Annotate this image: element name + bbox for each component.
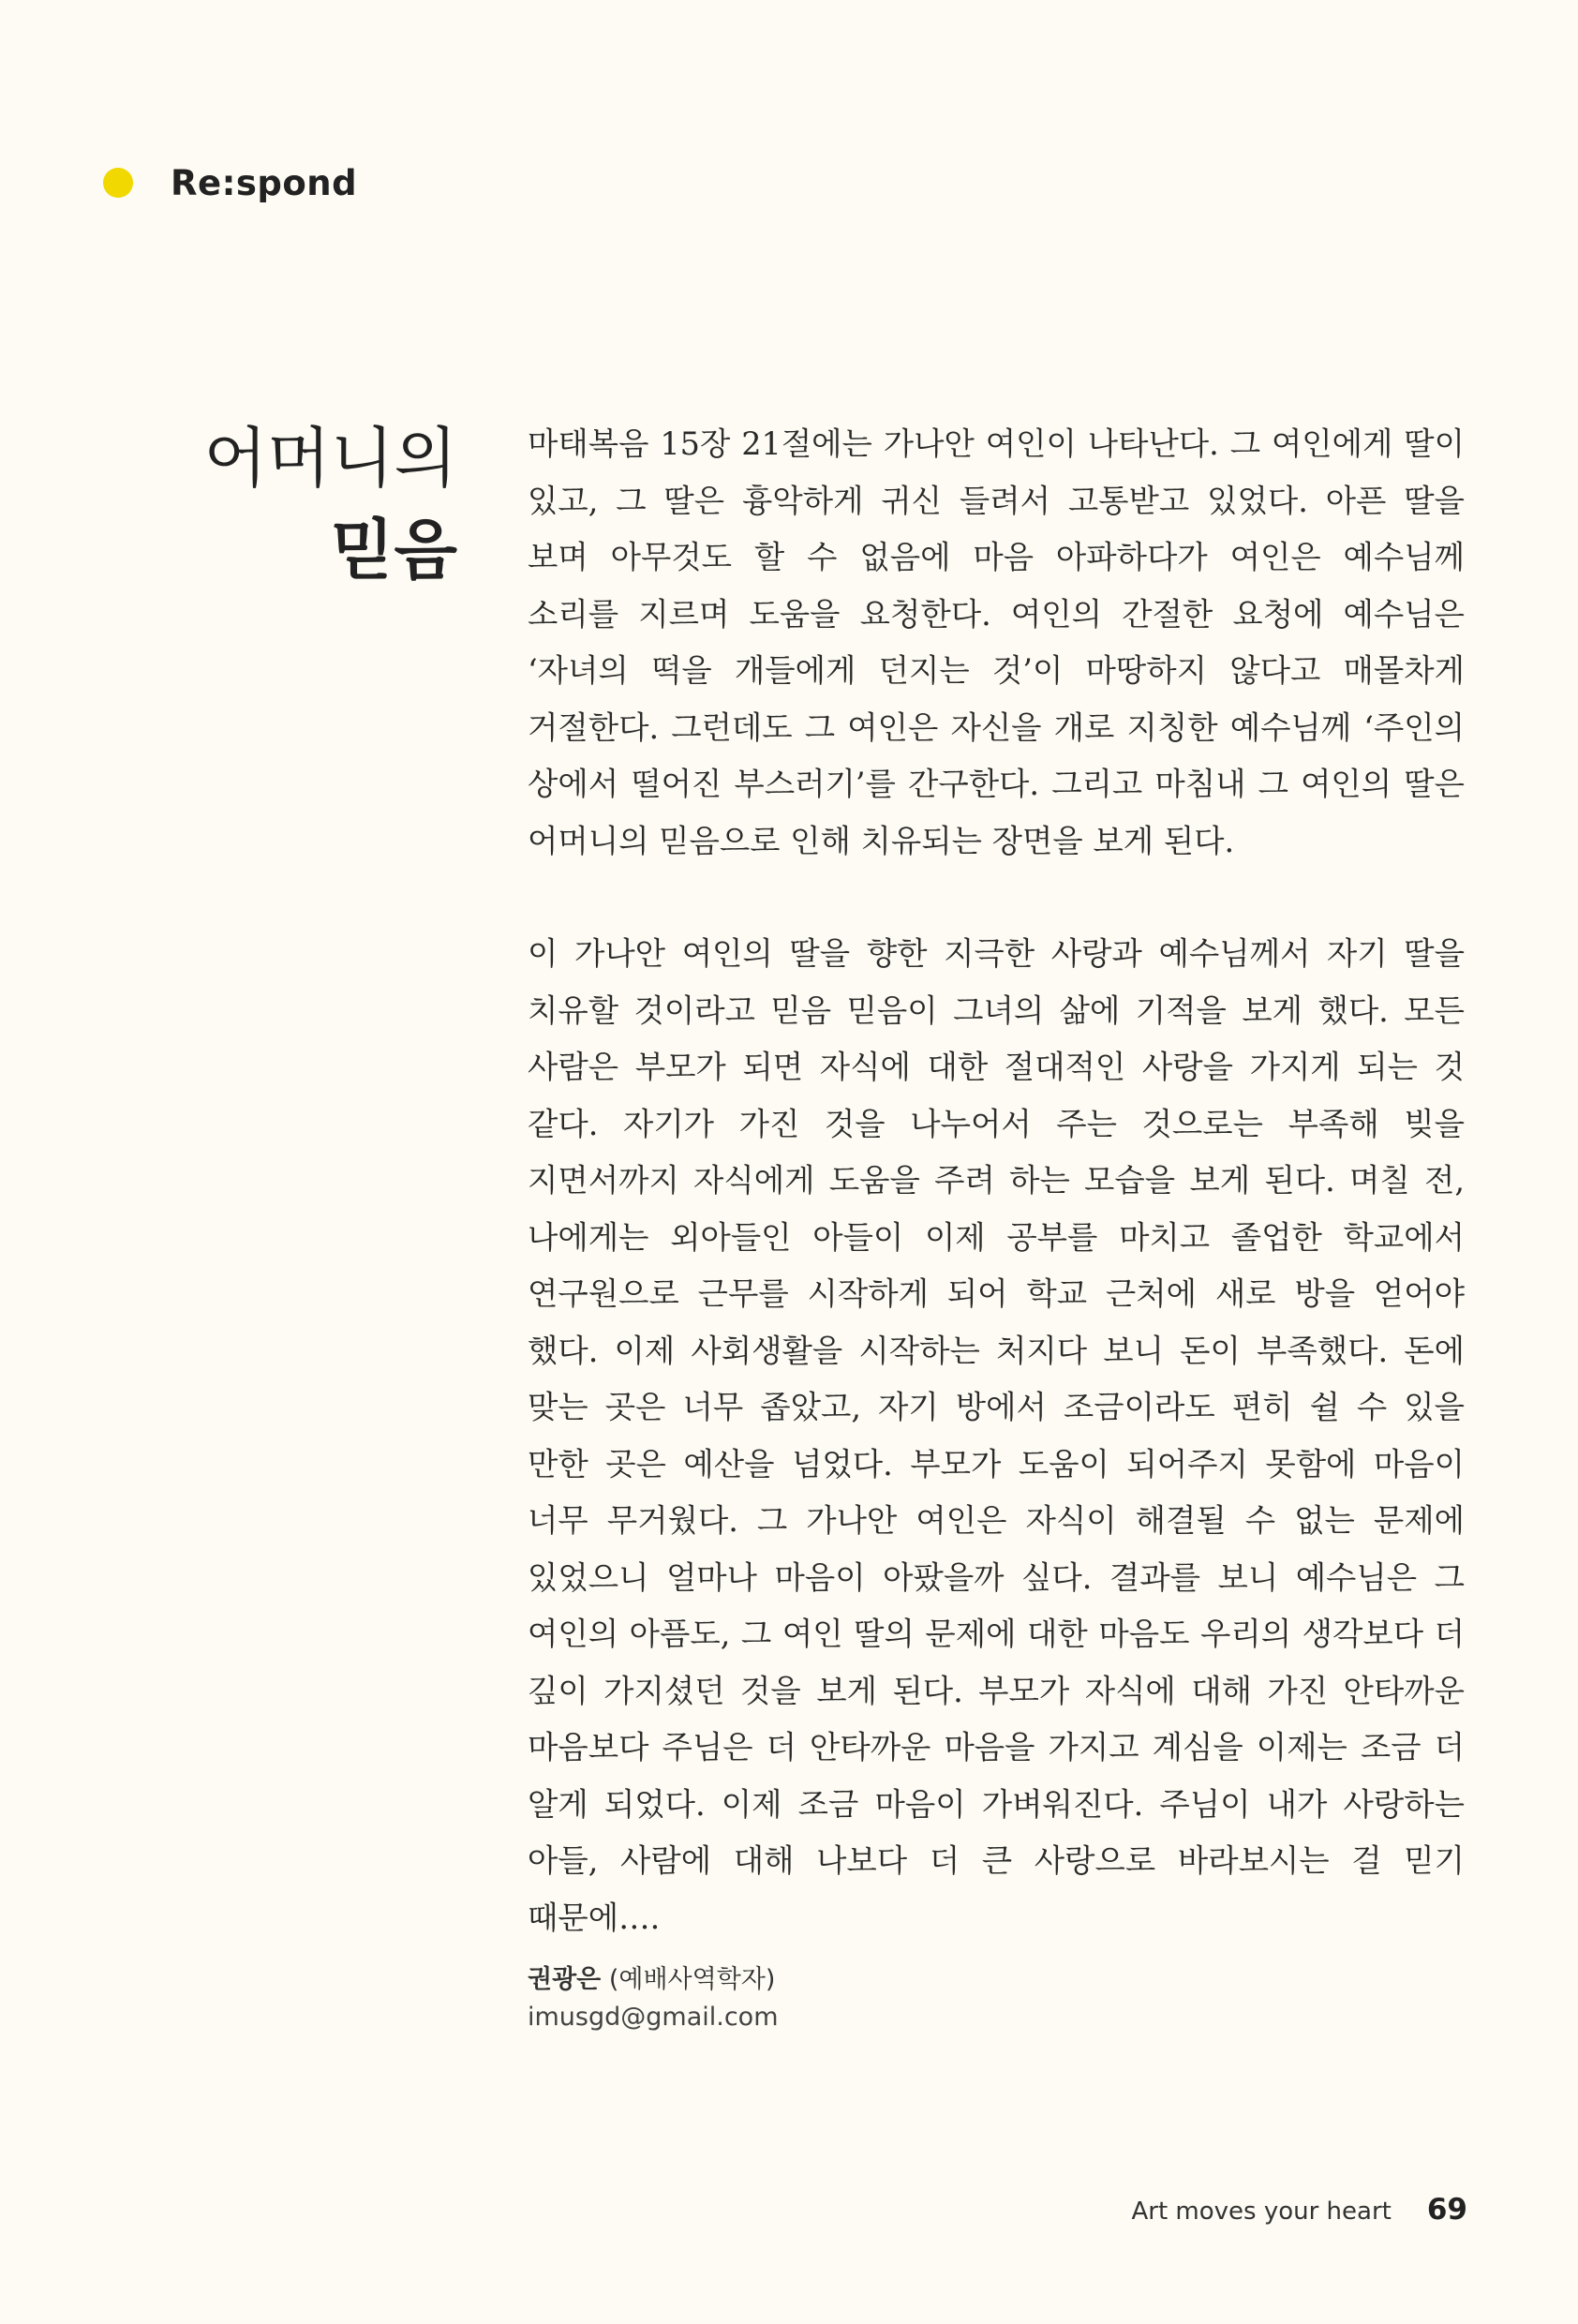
page-footer bbox=[1131, 2193, 1467, 2227]
author-role: (예배사역학자) bbox=[608, 1965, 776, 1994]
section-header bbox=[103, 159, 357, 206]
paragraph-1: 마태복음 15장 21절에는 가나안 여인이 나타난다. 그 여인에게 딸이 있고, 그 딸은 흉악하게 귀신 들려서 고통받고 있었다. 아픈 딸을 보며 아무것도 할 수 없음에 마음 아파하다가 여인은 예수님께 소리를 지르며 도움을 요청한다. 여인의 간절한 요청에 예수님은 ‘자녀의 떡을 개들에게 던지는 것’이 마땅하지 않다고 매몰차게 거절한다. 그런데도 그 여인은 자신을 개로 지칭한 예수님께 ‘주인의 상에서 떨어진 부스러기’를 간구한다. 그리고 마침내 그 여인의 딸은 어머니의 믿음으로 인해 치유되는 장면을 보게 된다. bbox=[528, 425, 1465, 859]
section-dot-icon bbox=[103, 168, 133, 198]
article-title-line1: 어머니의 bbox=[203, 420, 457, 497]
author-name: 권광은 bbox=[528, 1965, 602, 1994]
article-title bbox=[141, 412, 457, 596]
article-title-line2: 믿음 bbox=[330, 511, 457, 588]
footer-slogan: Art moves your heart bbox=[1131, 2197, 1392, 2226]
author-block bbox=[528, 1961, 779, 2036]
paragraph-2: 이 가나안 여인의 딸을 향한 지극한 사랑과 예수님께서 자기 딸을 치유할 것이라고 믿음 믿음이 그녀의 삶에 기적을 보게 했다. 모든 사람은 부모가 되면 자식에 대한 절대적인 사랑을 가지게 되는 것 같다. 자기가 가진 것을 나누어서 주는 것으로는 부족해 빚을 지면서까지 자식에게 도움을 주려 하는 모습을 보게 된다. 며칠 전, 나에게는 외아들인 아들이 이제 공부를 마치고 졸업한 학교에서 연구원으로 근무를 시작하게 되어 학교 근처에 새로 방을 얻어야 했다. 이제 사회생활을 시작하는 처지다 보니 돈이 부족했다. 돈에 맞는 곳은 너무 좁았고, 자기 방에서 조금이라도 편히 쉴 수 있을 만한 곳은 예산을 넘었다. 부모가 도움이 되어주지 못함에 마음이 너무 무거웠다. 그 가나안 여인은 자식이 해결될 수 없는 문제에 있었으니 얼마나 마음이 아팠을까 싶다. 결과를 보니 예수님은 그 여인의 아픔도, 그 여인 딸의 문제에 대한 마음도 우리의 생각보다 더 깊이 가지셨던 것을 보게 된다. 부모가 자식에 대해 가진 안타까운 마음보다 주님은 더 안타까운 마음을 가지고 계심을 이제는 조금 더 알게 되었다. 이제 조금 마음이 가벼워진다. 주님이 내가 사랑하는 아들, 사람에 대해 나보다 더 큰 사랑으로 바라보시는 걸 믿기 때문에…. bbox=[528, 935, 1465, 1936]
author-email: imusgd@gmail.com bbox=[528, 2003, 779, 2032]
article-body bbox=[528, 416, 1465, 1946]
page-number: 69 bbox=[1426, 2193, 1467, 2227]
author-line bbox=[528, 1961, 779, 1999]
section-label: Re:spond bbox=[171, 162, 358, 203]
